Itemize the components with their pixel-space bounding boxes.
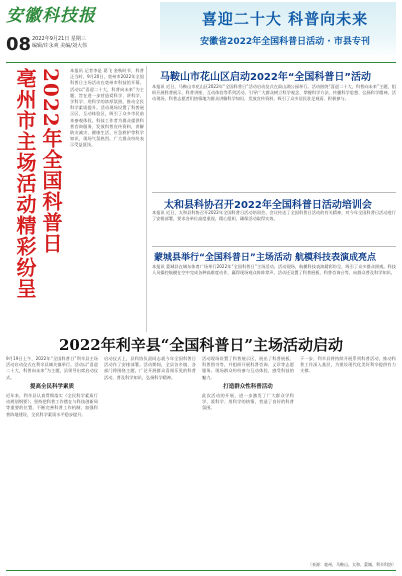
story1-headline: 马鞍山市花山区启动2022年“全国科普日”活动 — [160, 72, 371, 83]
column-divider — [146, 66, 147, 332]
banner-subtitle: 安徽省2022年全国科普日活动 · 市县专刊 — [200, 37, 370, 47]
story3-body: 本报讯 蒙城县在城东体育广场举行2022年“全国科普日”主场活动。活动现场，航模科技表演精彩纷呈，吸引了众多群众围观。科技人员操控航模在空中完成各种高难度动作，赢得现场观众阵阵掌声。活动还设置了科普展板、科普咨询台等，向群众普及科学知识。 — [152, 264, 396, 276]
story-divider-2 — [152, 246, 396, 247]
article-subhead: 提高全民科学素质 — [29, 383, 74, 390]
article-col-3 — [202, 356, 294, 556]
page-number: 08 — [6, 34, 32, 55]
footer-rule — [6, 570, 396, 571]
article-paragraph: 启动仪式上，县科协负责同志就今年全国科普日活动作了安排部署。活动期间，全县各乡镇、各部门将围绕主题，广泛开展群众喜闻乐见的科普活动，普及科学知识，弘扬科学精神。 — [104, 356, 196, 380]
story2-body: 本报讯 近日，太和县科协召开2022年全国科普日活动培训会。会议传达了全国科普日活动的有关精神，对今年全国科普日活动进行了安排部署，要求各单位高度重视，精心组织，确保活动取得实效。 — [152, 210, 396, 222]
article-paragraph: 近年来，利辛县认真贯彻落实《全民科学素质行动规划纲要》，坚持把科普工作摆在与科技创新同等重要的位置，不断完善科普工作机制，加强科普阵地建设，全民科学素质水平稳步提升。 — [6, 393, 98, 417]
article-paragraph: 活动现场设置了科普展示区，展出了科普展板、科普图书等，并组织开展科普咨询、义诊等志愿服务。现场群众纷纷参与互动体验，感受科技的魅力。 — [202, 356, 294, 380]
article-paragraph: 下一步，利辛县将持续开展系列科普活动，推动科普工作深入基层，为建设现代化美好利辛提供有力支撑。 — [300, 356, 396, 374]
header-rule — [6, 62, 396, 63]
article-col-1 — [6, 356, 98, 556]
story3-headline: 蒙城县举行“全国科普日”主场活动 航模科技表演成亮点 — [154, 253, 376, 263]
lead-body: 本报讯 记者李是 葛飞 金秋时节，科普正当时。9月20日，亳州市2022年全国科普日主场活动在亳州市科技馆开幕。活动以“喜迎二十大，科普向未来”为主题，旨在进一步营造爱科学、讲科学、学科学、用科学的浓厚氛围，推动全民科学素质提升。活动现场设置了科普展示区、互动体验区，吸引了众多市民前来参观体验。科技工作者为群众提供科普咨询服务，发放科普宣传资料，讲解防灾减灾、健康生活、应急救护等科学知识，现场气氛热烈，广大群众纷纷表示受益匪浅。 — [70, 68, 144, 148]
lead-story — [6, 64, 144, 334]
story2-headline: 太和县科协召开2022年全国科普日活动培训会 — [164, 200, 372, 211]
editor-line: 编辑/许永爽 美编/刘大伟 — [32, 43, 87, 49]
lead-headline-sub: 2022年全国科普日 — [39, 68, 63, 254]
main-article-headline: 2022年利辛县“全国科普日”主场活动启动 — [58, 336, 343, 354]
story1-body: 本报讯 近日，马鞍山市花山区2022年“全国科普日”活动启动仪式在雨山湖公园举行。活动围绕“喜迎二十大，科普向未来”主题，组织开展科普展示、科普讲座、互动体验等系列活动，引导广大群众树立科学观念、掌握科学方法、传播科学思想、弘扬科学精神。活动现场，科普志愿者们热情地为群众讲解科学知识，发放宣传资料，吸引了众多居民驻足观看、积极参与。 — [152, 84, 396, 102]
article-paragraph: 此次活动的开展，进一步激发了广大群众学科学、爱科学、用科学的热情，营造了良好的科普氛围。 — [202, 393, 294, 411]
article-subhead: 打造群众性科普活动 — [223, 383, 273, 390]
banner-title: 喜迎二十大 科普向未来 — [201, 10, 369, 28]
story-divider — [152, 192, 396, 193]
article-col-2 — [104, 356, 196, 556]
article-paragraph: 9月19日上午，2022年“全国科普日”利辛县主场活动启动仪式在利辛县城关镇举行。活动以“喜迎二十大，科普向未来”为主题，县领导出席启动仪式。 — [6, 356, 98, 380]
footer-credit: （来源：亳州、马鞍山、太和、蒙城、利辛科协） — [308, 562, 396, 567]
date-line: 2022年9月21日 星期三 — [32, 36, 86, 42]
lead-headline-main: 亳州市主场活动精彩纷呈 — [13, 68, 37, 299]
article-col-4 — [300, 356, 396, 556]
date-info — [32, 36, 132, 50]
masthead-logo: 安徽科技报 — [6, 6, 96, 26]
header-banner — [160, 2, 396, 60]
